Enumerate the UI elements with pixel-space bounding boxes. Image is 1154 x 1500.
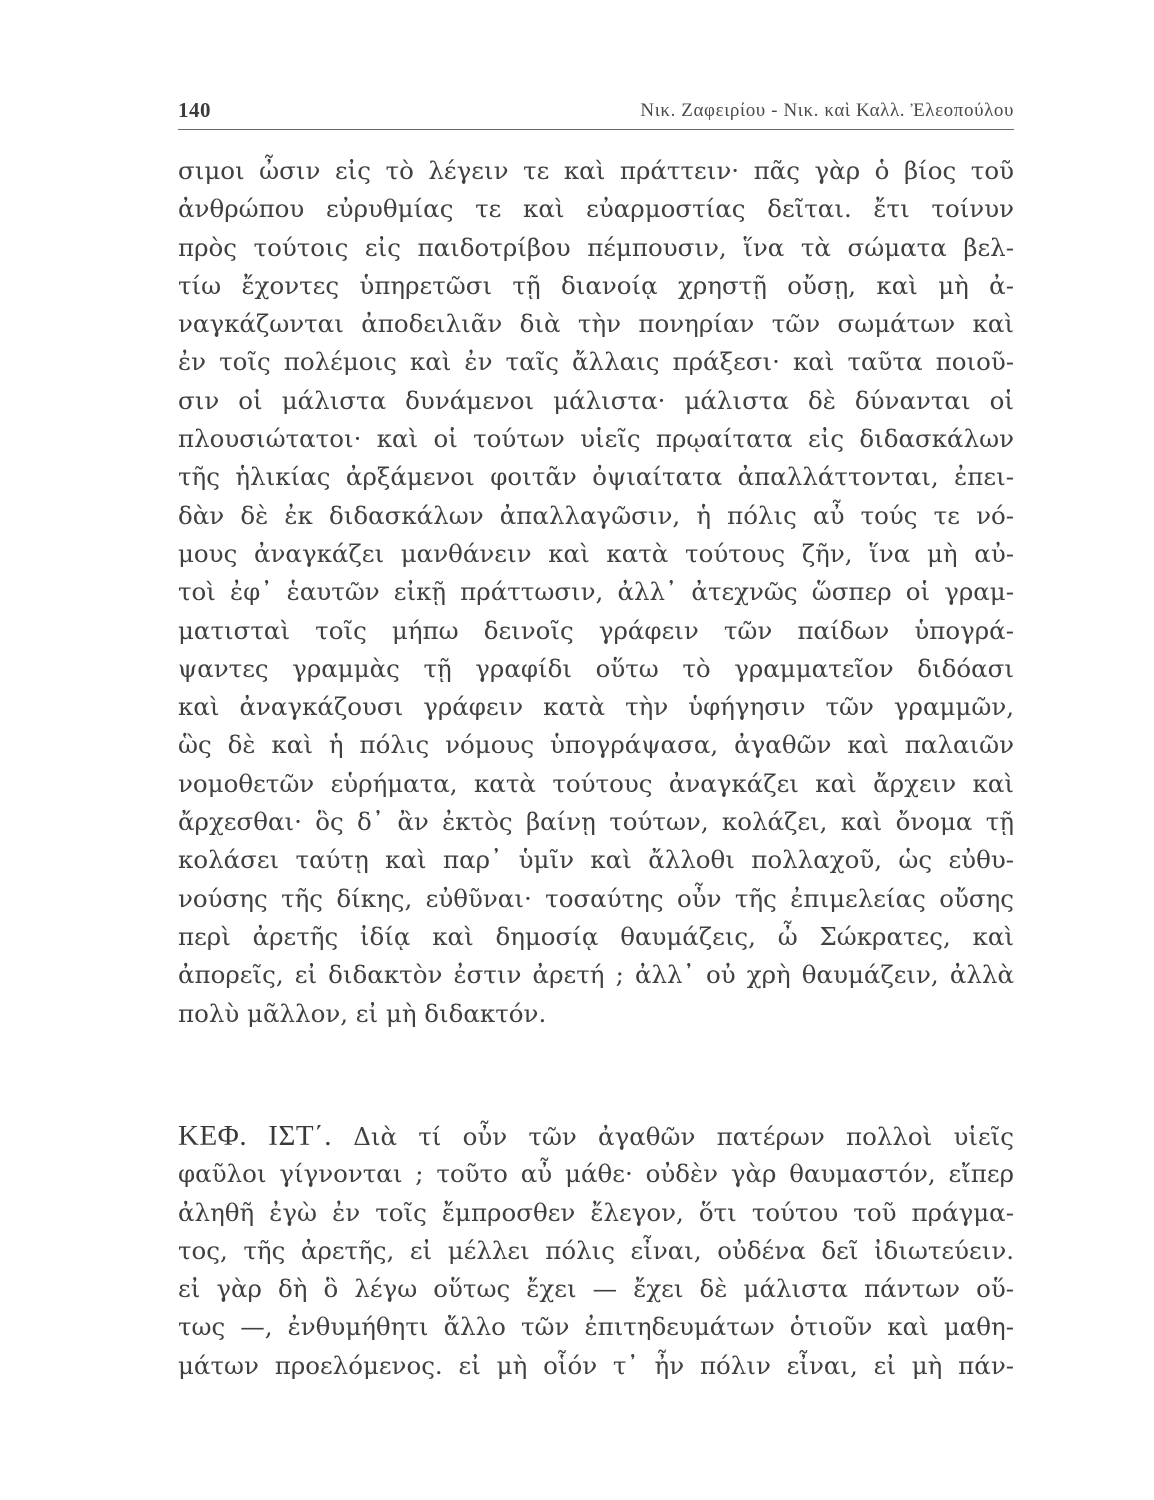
text-line: κολάσει ταύτῃ καὶ παρ᾽ ὑμῖν καὶ ἄλλοθι πολλαχοῦ, ὡς εὐθυ- xyxy=(178,845,1014,875)
text-line: νομοθετῶν εὑρήματα, κατὰ τούτους ἀναγκάζει καὶ ἄρχειν καὶ xyxy=(178,768,1014,798)
text-line: ἐν τοῖς πολέμοις καὶ ἐν ταῖς ἄλλαις πράξεσι· καὶ ταῦτα ποιοῦ- xyxy=(178,347,1014,377)
text-line: φαῦλοι γίγνονται ; τοῦτο αὖ μάθε· οὐδὲν γὰρ θαυμαστόν, εἴπερ xyxy=(178,1159,1014,1189)
text-line: πρὸς τούτοις εἰς παιδοτρίβου πέμπουσιν, ἵνα τὰ σώματα βελ- xyxy=(178,232,1014,262)
text-line: τίω ἔχοντες ὑπηρετῶσι τῇ διανοίᾳ χρηστῇ οὔσῃ, καὶ μὴ ἀ- xyxy=(178,270,1014,300)
text-line: εἰ γὰρ δὴ ὃ λέγω οὕτως ἔχει — ἔχει δὲ μάλιστα πάντων οὕ- xyxy=(178,1274,1014,1304)
text-line: ψαντες γραμμὰς τῇ γραφίδι οὕτω τὸ γραμματεῖον διδόασι xyxy=(178,653,1014,683)
text-line: ὣς δὲ καὶ ἡ πόλις νόμους ὑπογράψασα, ἀγαθῶν καὶ παλαιῶν xyxy=(178,730,1014,760)
section-first-line xyxy=(178,1117,1014,1155)
chapter-heading: ΚΕΦ. ΙΣΤ΄. xyxy=(178,1120,332,1152)
page-header xyxy=(178,96,1014,130)
text-line: πολὺ μᾶλλον, εἰ μὴ διδακτόν. xyxy=(178,998,547,1028)
text-line: τος, τῆς ἀρετῆς, εἰ μέλλει πόλις εἶναι, οὐδένα δεῖ ἰδιωτεύειν. xyxy=(178,1235,1014,1265)
text-line: μους ἀναγκάζει μανθάνειν καὶ κατὰ τούτους ζῆν, ἵνα μὴ αὐ- xyxy=(178,538,1014,568)
text-line: ἀπορεῖς, εἰ διδακτὸν ἐστιν ἀρετή ; ἀλλ᾽ οὐ χρὴ θαυμάζειν, ἀλλὰ xyxy=(178,960,1014,990)
text-line: καὶ ἀναγκάζουσι γράφειν κατὰ τὴν ὑφήγησιν τῶν γραμμῶν, xyxy=(178,692,1014,722)
text-line: νούσης τῆς δίκης, εὐθῦναι· τοσαύτης οὖν τῆς ἐπιμελείας οὔσης xyxy=(178,883,1014,913)
text-line: σιν οἱ μάλιστα δυνάμενοι μάλιστα· μάλιστα δὲ δύνανται οἱ xyxy=(178,385,1014,415)
text-line: τοὶ ἐφ᾽ ἑαυτῶν εἰκῇ πράττωσιν, ἀλλ᾽ ἀτεχνῶς ὥσπερ οἱ γραμ- xyxy=(178,577,1014,607)
text-line: ἀνθρώπου εὐρυθμίας τε καὶ εὐαρμοστίας δεῖται. ἔτι τοίνυν xyxy=(178,194,1014,224)
body-text xyxy=(178,152,1014,1033)
page-number: 140 xyxy=(178,98,211,122)
text-line: ἀληθῆ ἐγὼ ἐν τοῖς ἔμπροσθεν ἔλεγον, ὅτι τούτου τοῦ πράγμα- xyxy=(178,1197,1014,1227)
text-line: δὰν δὲ ἐκ διδασκάλων ἀπαλλαγῶσιν, ἡ πόλις αὖ τούς τε νό- xyxy=(178,500,1014,530)
section-first-line-text: Διὰ τί οὖν τῶν ἀγαθῶν πατέρων πολλοὶ υἱεῖς xyxy=(353,1122,1015,1151)
text-line: ναγκάζωνται ἀποδειλιᾶν διὰ τὴν πονηρίαν τῶν σωμάτων καὶ xyxy=(178,309,1014,339)
header-rule xyxy=(178,129,1014,130)
text-line: σιμοι ὦσιν εἰς τὸ λέγειν τε καὶ πράττειν· πᾶς γὰρ ὁ βίος τοῦ xyxy=(178,156,1014,185)
text-line: περὶ ἀρετῆς ἰδίᾳ καὶ δημοσίᾳ θαυμάζεις, ὦ Σώκρατες, καὶ xyxy=(178,921,1014,951)
text-line: ματισταὶ τοῖς μήπω δεινοῖς γράφειν τῶν παίδων ὑπογρά- xyxy=(178,615,1014,645)
text-line: τῆς ἡλικίας ἀρξάμενοι φοιτᾶν ὀψιαίτατα ἀπαλλάττονται, ἐπει- xyxy=(178,462,1014,492)
text-line: πλουσιώτατοι· καὶ οἱ τούτων υἱεῖς πρῳαίτατα εἰς διδασκάλων xyxy=(178,424,1014,454)
text-line: τως —, ἐνθυμήθητι ἄλλο τῶν ἐπιτηδευμάτων ὁτιοῦν καὶ μαθη- xyxy=(178,1312,1014,1342)
running-head: Νικ. Ζαφειρίου - Νικ. καὶ Καλλ. Ἐλεοπούλου xyxy=(640,100,1014,121)
chapter-section xyxy=(178,1117,1014,1385)
text-line: μάτων προελόμενος. εἰ μὴ οἷόν τ᾽ ἦν πόλιν εἶναι, εἰ μὴ πάν- xyxy=(178,1350,1014,1380)
text-line: ἄρχεσθαι· ὃς δ᾽ ἂν ἐκτὸς βαίνῃ τούτων, κολάζει, καὶ ὄνομα τῇ xyxy=(178,807,1014,837)
